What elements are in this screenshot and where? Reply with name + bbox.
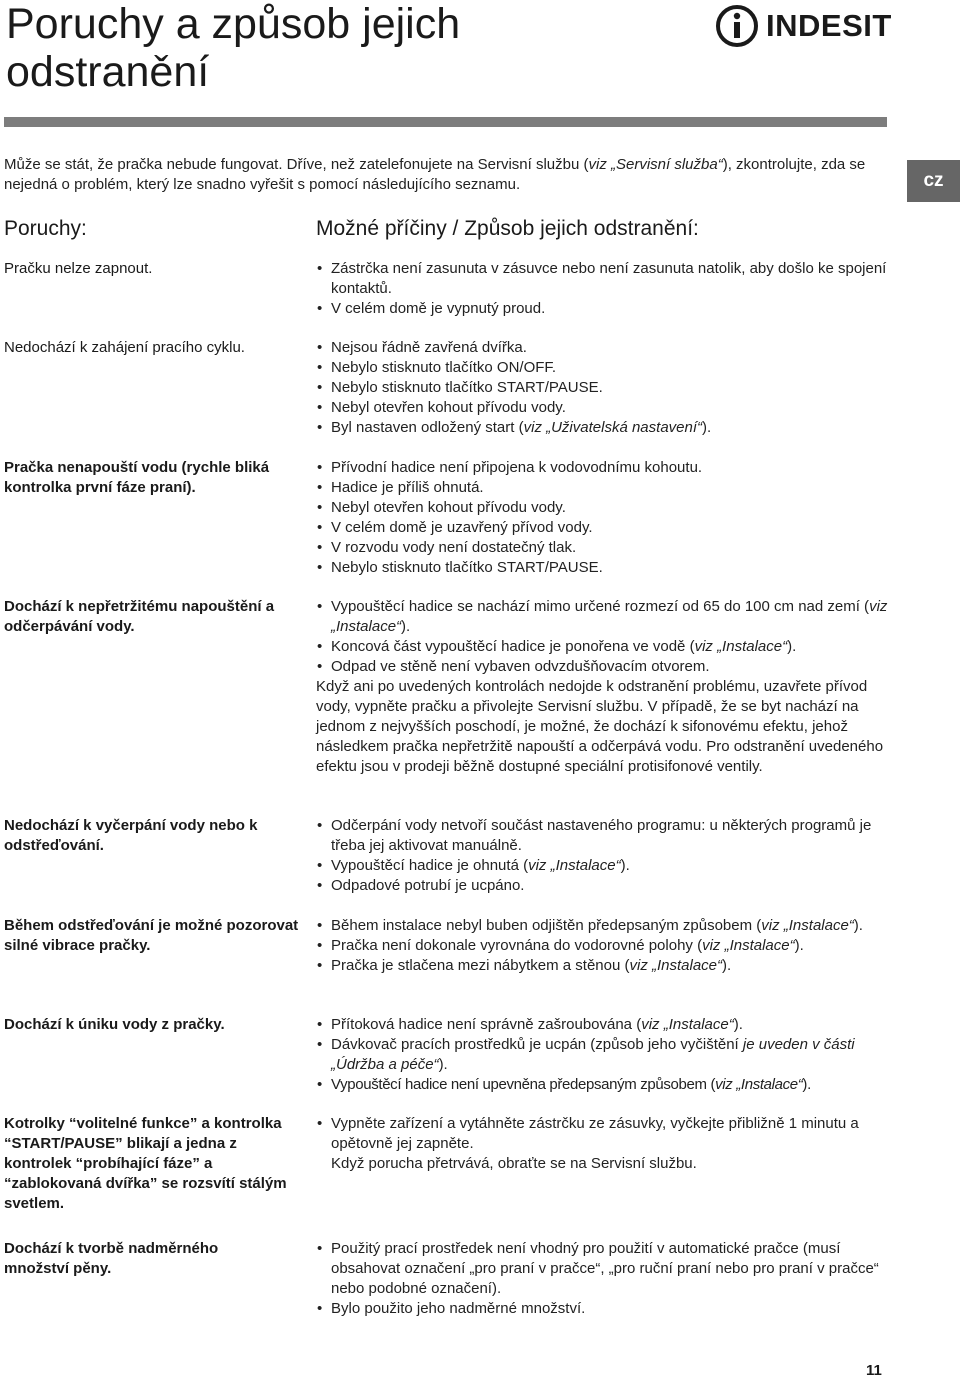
solution-item: • Nebyl otevřen kohout přívodu vody.: [316, 498, 888, 518]
text: Dávkovač pracích prostředků je ucpán (způsob jeho vyčištění: [331, 1036, 743, 1053]
solution-item: [316, 1035, 888, 1075]
text: ).: [620, 857, 630, 874]
text: Vypouštěcí hadice není upevněna předepsaným způsobem (: [331, 1076, 716, 1093]
problem-label: Pračka nenapouští vodu (rychle bliká kontrolka první fáze praní).: [4, 459, 270, 496]
intro-paragraph: [4, 155, 884, 195]
text: ).: [722, 957, 732, 974]
text: Pračka je stlačena mezi nábytkem a stěnou (: [331, 957, 630, 974]
text: Během instalace nebyl buben odjištěn předepsaným způsobem (: [331, 917, 762, 934]
solution-item: • V celém domě je uzavřený přívod vody.: [316, 518, 888, 538]
solution-list: [316, 338, 888, 438]
page-number: 11: [866, 1362, 882, 1379]
solution-item: • Odpad ve stěně není vybaven odvzdušňovacím otvorem.: [316, 657, 888, 677]
solution-item: • Bylo použito jeho nadměrné množství.: [316, 1299, 888, 1319]
text: ).: [853, 917, 863, 934]
text: Vypouštěcí hadice se nachází mimo určené rozmezí od 65 do 100 cm nad zemí (: [331, 598, 870, 615]
reference: viz „Instalace“: [641, 1016, 734, 1033]
solution-item: • Nebylo stisknuto tlačítko ON/OFF.: [316, 358, 888, 378]
reference: viz „Instalace“: [694, 638, 788, 655]
problem-label: Během odstřeďování je možné pozorovat silné vibrace pračky.: [4, 917, 299, 954]
solution-item: [316, 1075, 888, 1095]
reference: viz „Instalace“: [629, 957, 723, 974]
column-heading-solutions: Možné příčiny / Způsob jejich odstranění:: [316, 217, 699, 240]
solution-item: [316, 1015, 888, 1035]
indesit-logo-icon: [714, 4, 760, 48]
solution-list: [316, 1015, 888, 1095]
solution-list: [316, 916, 888, 976]
reference: viz „Instalace“: [715, 1076, 803, 1093]
header-divider: [4, 117, 887, 127]
text: Přítoková hadice není správně zašroubována (: [331, 1016, 642, 1033]
column-heading-problems: Poruchy:: [4, 217, 87, 240]
reference: viz „Instalace“: [528, 857, 621, 874]
problem-label: Kotrolky “volitelné funkce” a kontrolka “START/PAUSE” blikají a jedna z kontrolek “probíhající fáze” a “zablokovaná dvířka” se rozsvítí stálým svetlem.: [4, 1115, 287, 1212]
solution-list: [316, 1239, 888, 1319]
intro-reference: viz „Servisní služba“: [588, 156, 723, 173]
problem-label: Nedochází k vyčerpání vody nebo k odstřeďování.: [4, 817, 258, 854]
solution-item: [316, 597, 888, 637]
solution-item: [316, 916, 888, 936]
problem-label: Dochází k nepřetržitému napouštění a odčerpávání vody.: [4, 598, 275, 635]
solution-item: • Nebyl otevřen kohout přívodu vody.: [316, 398, 888, 418]
solution-item: [316, 637, 888, 657]
text: ).: [733, 1016, 743, 1033]
solution-item: • Nebylo stisknuto tlačítko START/PAUSE.: [316, 378, 888, 398]
problem-label: Dochází k úniku vody z pračky.: [4, 1016, 225, 1033]
text: Koncová část vypouštěcí hadice je ponořena ve vodě (: [331, 638, 695, 655]
intro-text-after: ), zkontrolujte, zda se nejedná o problém, který lze snadno vyřešit s pomocí následujícího seznamu.: [4, 156, 866, 193]
solution-item: [316, 856, 888, 876]
solution-item: • Použitý prací prostředek není vhodný pro použití v automatické pračce (musí obsahovat označení „pro praní v pračce“, „pro ruční praní nebo pro praní v pračce“ nebo podobné označení).: [316, 1239, 888, 1299]
text: ).: [794, 937, 804, 954]
solution-item: [316, 936, 888, 956]
solution-note: Když ani po uvedených kontrolách nedojde k odstranění problému, uzavřete přívod vody, vypněte pračku a přivolejte Servisní službu. V případě, že se byt nachází na jednom z nejvyšších poschodí, je možné, že dochází k sifonovému efektu, jehož následkem pračka nepřetržitě napouští a odčerpává vodu. Pro odstranění uvedeného efektu jsou v prodeji běžně dostupné speciální protisifonové ventily.: [316, 678, 884, 775]
text: ).: [787, 638, 797, 655]
solution-item: • Odpadové potrubí je ucpáno.: [316, 876, 888, 896]
brand-logo: [714, 4, 892, 48]
solution-list: [316, 816, 888, 896]
brand-name: INDESIT: [766, 8, 892, 43]
solution-item: • V celém domě je vypnutý proud.: [316, 299, 888, 319]
reference: je uveden v části „Údržba a péče“: [331, 1036, 855, 1073]
text: ).: [401, 618, 411, 635]
solution-item: • Hadice je příliš ohnutá.: [316, 478, 888, 498]
solution-item: • Odčerpání vody netvoří součást nastaveného programu: u některých programů je třeba jej aktivovat manuálně.: [316, 816, 888, 856]
reference: viz „Instalace“: [331, 598, 888, 635]
solution-item: [316, 418, 888, 438]
text: ).: [438, 1056, 448, 1073]
solution-item: • Nebylo stisknuto tlačítko START/PAUSE.: [316, 558, 888, 578]
page-title: Poruchy a způsob jejich odstranění: [6, 0, 461, 96]
solution-item: • Nejsou řádně zavřená dvířka.: [316, 338, 888, 358]
solution-list: [316, 1114, 888, 1174]
solution-item: • Zástrčka není zasunuta v zásuvce nebo není zasunuta natolik, aby došlo ke spojení kontaktů.: [316, 259, 888, 299]
text: Byl nastaven odložený start (: [331, 419, 524, 436]
reference: viz „Instalace“: [761, 917, 854, 934]
reference: viz „Instalace“: [702, 937, 795, 954]
solution-list: [316, 259, 888, 319]
problem-label: Nedochází k zahájení pracího cyklu.: [4, 339, 245, 356]
language-tab: cz: [907, 160, 960, 202]
text: Pračka není dokonale vyrovnána do vodorovné polohy (: [331, 937, 703, 954]
solution-item: • V rozvodu vody není dostatečný tlak.: [316, 538, 888, 558]
solution-item: • Přívodní hadice není připojena k vodovodnímu kohoutu.: [316, 458, 888, 478]
intro-text-before: Může se stát, že pračka nebude fungovat. Dříve, než zatelefonujete na Servisní službu (: [4, 156, 589, 173]
problem-label: Dochází k tvorbě nadměrného množství pěny.: [4, 1240, 219, 1277]
solution-list: [316, 458, 888, 578]
solution-list: [316, 597, 888, 777]
solution-note: Když porucha přetrvává, obraťte se na Servisní službu.: [331, 1155, 697, 1172]
solution-item: [316, 956, 888, 976]
text: ).: [702, 419, 712, 436]
reference: viz „Uživatelská nastavení“: [523, 419, 703, 436]
solution-item: • Vypněte zařízení a vytáhněte zástrčku ze zásuvky, vyčkejte přibližně 1 minutu a opětovně jej zapněte.: [316, 1114, 888, 1154]
text: ).: [802, 1076, 811, 1093]
text: Vypouštěcí hadice je ohnutá (: [331, 857, 529, 874]
problem-label: Pračku nelze zapnout.: [4, 260, 153, 277]
